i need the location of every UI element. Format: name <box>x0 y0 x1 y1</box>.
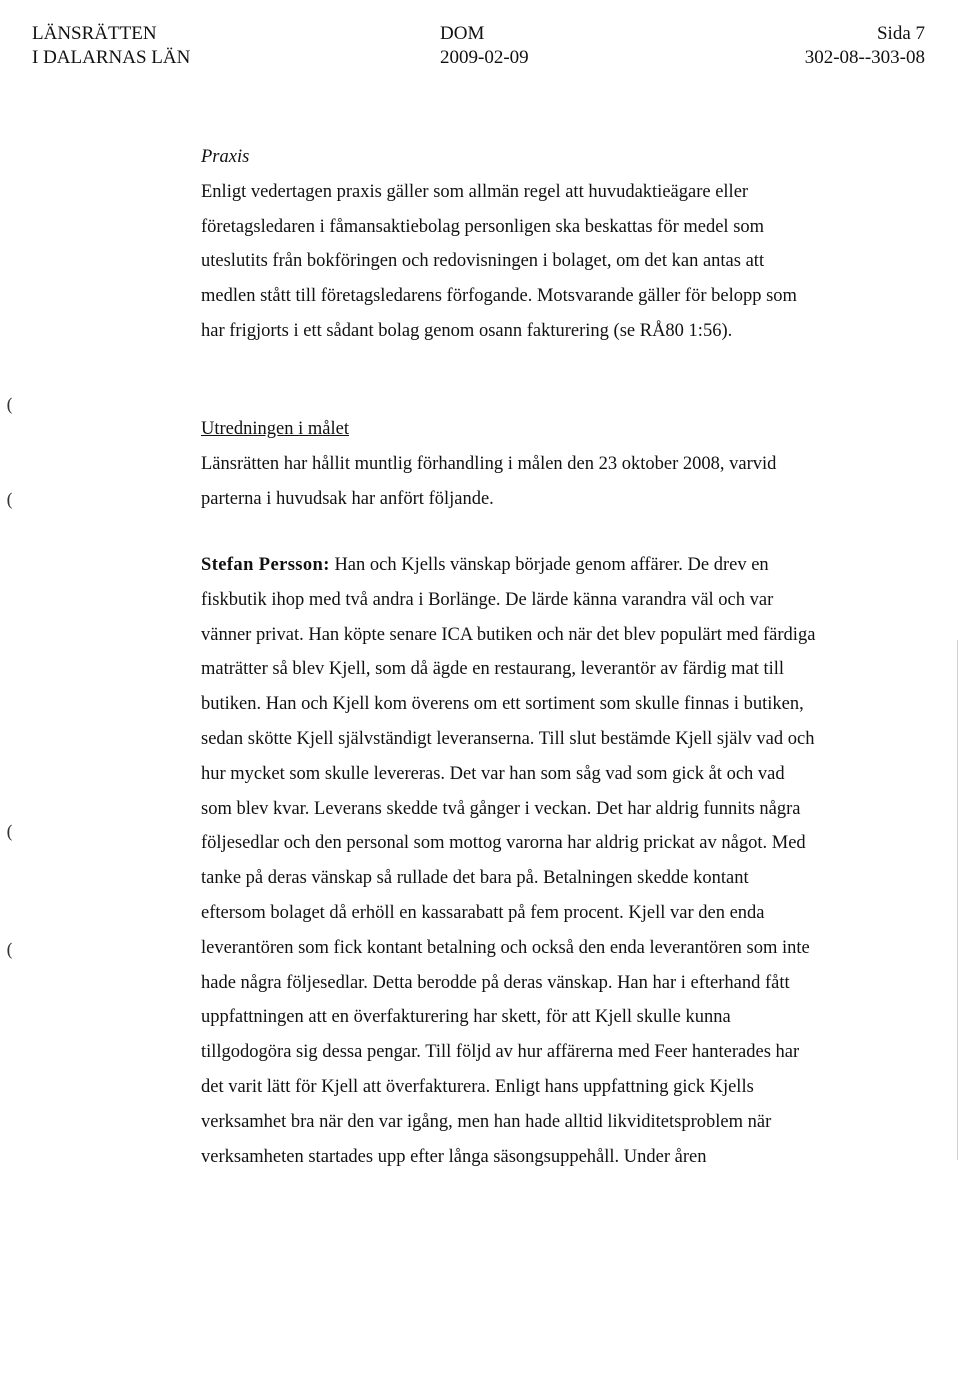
document-date: 2009-02-09 <box>440 47 529 68</box>
utredning-section <box>201 412 816 516</box>
court-name-line-2: I DALARNAS LÄN <box>32 47 191 68</box>
praxis-paragraph: Enligt vedertagen praxis gäller som allmän regel att huvudaktieägare eller företagsledaren i fåmansaktiebolag personligen ska beskattas för medel som uteslutits från bokföringen och redovisningen i bolaget, om det kan antas att medlen stått till företagsledarens förfogande. Motsvarande gäller för belopp som har frigjorts i ett sådant bolag genom osann fakturering (se RÅ80 1:56). <box>201 181 797 341</box>
case-numbers: 302-08--303-08 <box>804 47 925 68</box>
scan-edge-line <box>957 640 958 1160</box>
utredning-heading: Utredningen i målet <box>201 419 349 439</box>
statement-section <box>201 548 816 1174</box>
margin-mark: ( <box>6 490 14 511</box>
page-number: Sida 7 <box>876 23 925 44</box>
statement-paragraph <box>201 548 816 1174</box>
statement-text: Han och Kjells vänskap började genom affärer. De drev en fiskbutik ihop med två andra i Borlänge. De lärde känna varandra väl och var vänner privat. Han köpte senare ICA butiken och när det blev populärt med färdiga maträtter så blev Kjell, som då ägde en restaurang, leverantör av färdig mat till butiken. Han och Kjell kom överens om ett sortiment som skulle finnas i butiken, sedan skötte Kjell självständigt leveranserna. Till slut bestämde Kjell själv vad och hur mycket som skulle levereras. Det var han som såg vad som gick åt och vad som blev kvar. Leverans skedde två gånger i veckan. Det har aldrig funnits några följesedlar och den personal som mottog varorna har aldrig prickat av något. Med tanke på deras vänskap så rullade det bara på. Betalningen skedde kontant eftersom bolaget då erhöll en kassarabatt på fem procent. Kjell var den enda leverantören som fick kontant betalning och också den enda leverantören som inte hade några följesedlar. Detta berodde på deras vänskap. Han har i efterhand fått uppfattningen att en överfakturering har skett, för att Kjell skulle kunna tillgodogöra sig dessa pengar. Till följd av hur affärerna med Feer hanterades har det varit lätt för Kjell att överfakturera. Enligt hans uppfattning gick Kjells verksamhet bra när den var igång, men han hade alltid likviditetsproblem när verksamheten startades upp efter långa säsongsuppehåll. Under åren <box>201 555 816 1167</box>
praxis-heading: Praxis <box>201 147 250 167</box>
utredning-paragraph: Länsrätten har hållit muntlig förhandling i målen den 23 oktober 2008, varvid parterna i huvudsak har anfört följande. <box>201 453 777 509</box>
margin-mark: ( <box>6 822 14 843</box>
document-type: DOM <box>440 23 485 44</box>
court-name-line-1: LÄNSRÄTTEN <box>32 23 157 44</box>
margin-mark: ( <box>6 395 14 416</box>
margin-mark: ( <box>6 940 14 961</box>
court-name <box>32 22 190 70</box>
document-type-block <box>440 22 529 70</box>
praxis-section <box>201 140 816 349</box>
speaker-name: Stefan Persson: <box>201 555 330 575</box>
page-reference <box>805 22 925 70</box>
